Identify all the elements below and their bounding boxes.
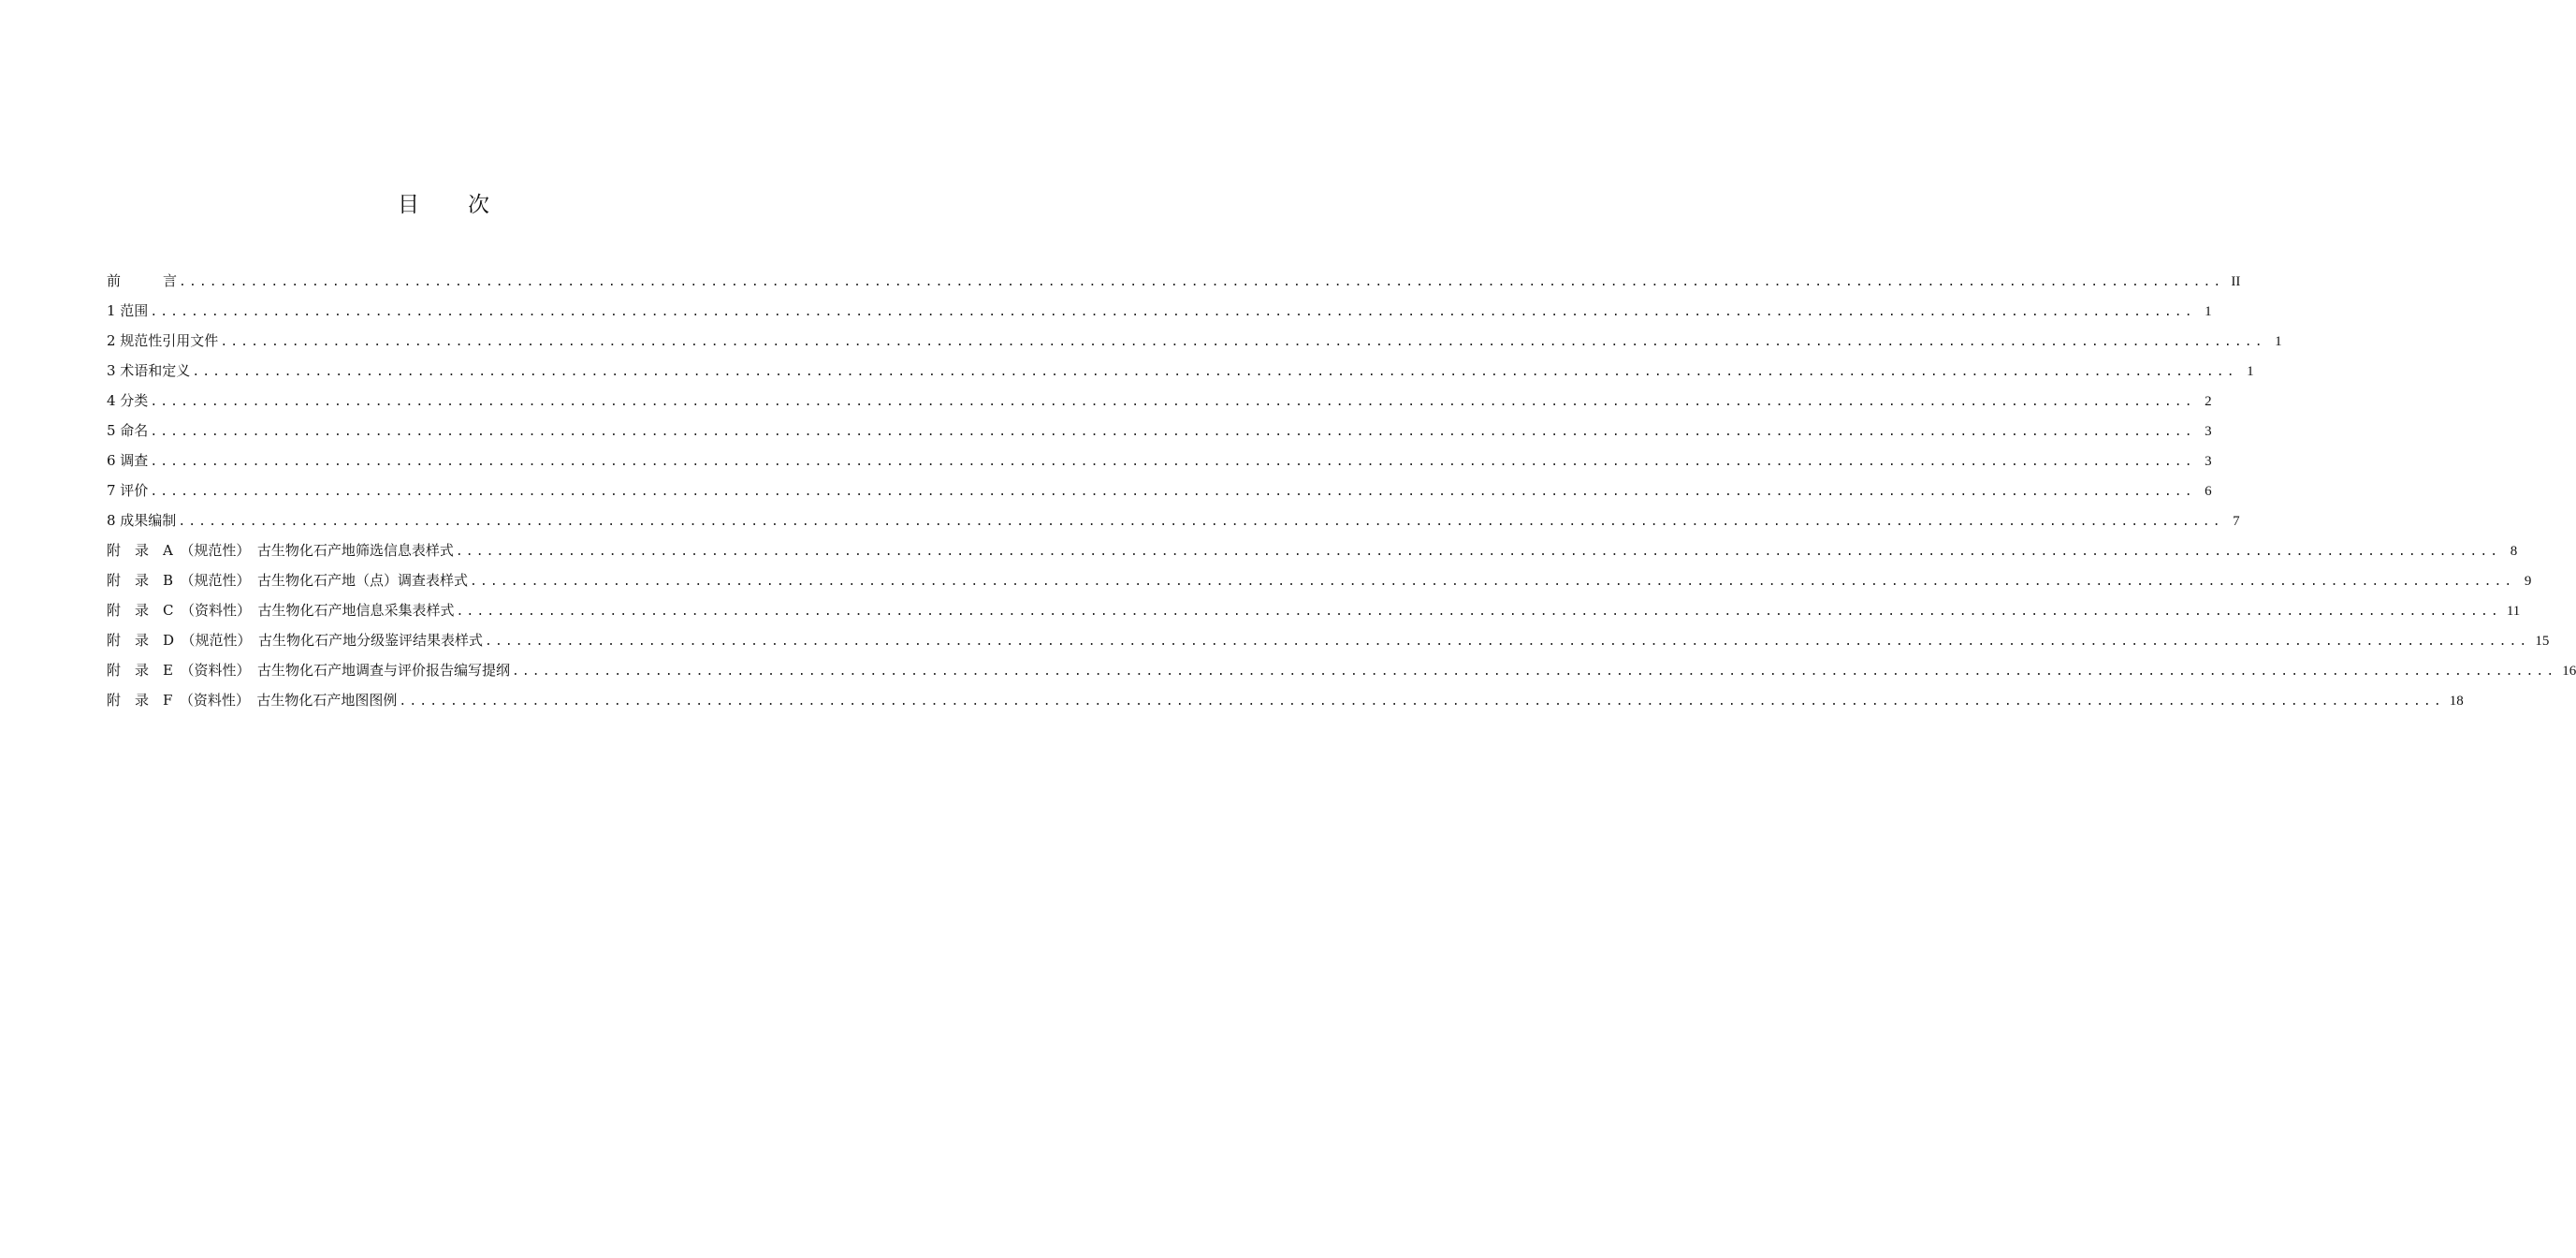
toc-entry-page: 1	[2205, 304, 2212, 319]
toc-entry-page: 8	[2510, 544, 2518, 559]
toc-entry-label: 附 录 A （规范性） 古生物化石产地筛选信息表样式	[107, 542, 454, 559]
toc-entry-page: 1	[2275, 334, 2282, 349]
toc-entry[interactable]	[107, 296, 2212, 326]
toc-entry[interactable]	[107, 685, 2464, 715]
toc-entry-label: 1 范围	[107, 302, 149, 319]
toc-entry[interactable]	[107, 565, 2532, 595]
toc-entry[interactable]	[107, 535, 2518, 565]
toc-entry-page: 2	[2205, 394, 2212, 409]
toc-entry-page: 15	[2535, 634, 2550, 649]
toc-entry-page: 16	[2562, 664, 2576, 679]
toc-entry[interactable]	[107, 655, 2576, 685]
toc-dot-leader: ........................................................................................................................................................................................................	[179, 275, 2224, 289]
toc-entry-page: 6	[2205, 484, 2212, 499]
toc-entry-label: 3 术语和定义	[107, 362, 191, 379]
toc-dot-leader: ........................................................................................................................................................................................................	[150, 485, 2195, 499]
toc-entry-label: 附 录 C （资料性） 古生物化石产地信息采集表样式	[107, 602, 455, 619]
toc-entry[interactable]	[107, 625, 2550, 655]
toc-dot-leader: ........................................................................................................................................................................................................	[150, 395, 2195, 409]
toc-dot-leader: ........................................................................................................................................................................................................	[455, 545, 2501, 559]
toc-entry-page: 3	[2205, 454, 2212, 469]
toc-dot-leader: ........................................................................................................................................................................................................	[485, 635, 2530, 649]
toc-dot-leader: ........................................................................................................................................................................................................	[470, 575, 2515, 589]
toc-entry-label: 6 调查	[107, 452, 149, 469]
toc-entry-page: 9	[2524, 574, 2532, 589]
toc-dot-leader: ........................................................................................................................................................................................................	[150, 425, 2195, 439]
toc-entry-page: 18	[2449, 694, 2464, 709]
toc-entry[interactable]	[107, 386, 2212, 416]
toc-entry-label: 7 评价	[107, 482, 149, 499]
toc-entry[interactable]	[107, 595, 2521, 625]
toc-entry-page: 1	[2247, 364, 2254, 379]
toc-entry[interactable]	[107, 446, 2212, 475]
toc-entry-label: 附 录 B （规范性） 古生物化石产地（点）调查表样式	[107, 572, 469, 589]
toc-entry-page: 7	[2233, 514, 2240, 529]
toc-entry-page: II	[2231, 274, 2241, 289]
toc-entry-label: 前 言	[107, 272, 178, 289]
toc-entry[interactable]	[107, 505, 2240, 535]
toc-entry-label: 附 录 D （规范性） 古生物化石产地分级鉴评结果表样式	[107, 632, 484, 649]
toc-entry-label: 8 成果编制	[107, 512, 177, 529]
toc-dot-leader: ........................................................................................................................................................................................................	[511, 665, 2557, 679]
toc-dot-leader: ........................................................................................................................................................................................................	[192, 365, 2237, 379]
toc-entry-label: 5 命名	[107, 422, 149, 439]
toc-entry-page: 3	[2205, 424, 2212, 439]
toc-dot-leader: ........................................................................................................................................................................................................	[178, 515, 2223, 529]
page-title: 目 次	[398, 193, 491, 217]
toc-entry[interactable]	[107, 356, 2254, 386]
toc-entry-page: 11	[2506, 604, 2521, 619]
toc-entry-label: 2 规范性引用文件	[107, 332, 219, 349]
toc-entry[interactable]	[107, 416, 2212, 446]
toc-entry-label: 4 分类	[107, 392, 149, 409]
toc-entry-label: 附 录 F （资料性） 古生物化石产地图图例	[107, 692, 398, 709]
toc-entry[interactable]	[107, 475, 2212, 505]
toc-entry[interactable]	[107, 326, 2282, 356]
table-of-contents	[107, 266, 2576, 715]
toc-dot-leader: ........................................................................................................................................................................................................	[220, 335, 2265, 349]
toc-entry[interactable]	[107, 266, 2241, 296]
toc-dot-leader: ........................................................................................................................................................................................................	[456, 605, 2501, 619]
toc-dot-leader: ........................................................................................................................................................................................................	[150, 305, 2195, 319]
toc-dot-leader: ........................................................................................................................................................................................................	[150, 455, 2195, 469]
toc-entry-label: 附 录 E （资料性） 古生物化石产地调查与评价报告编写提纲	[107, 662, 510, 679]
toc-dot-leader: ........................................................................................................................................................................................................	[399, 695, 2444, 709]
